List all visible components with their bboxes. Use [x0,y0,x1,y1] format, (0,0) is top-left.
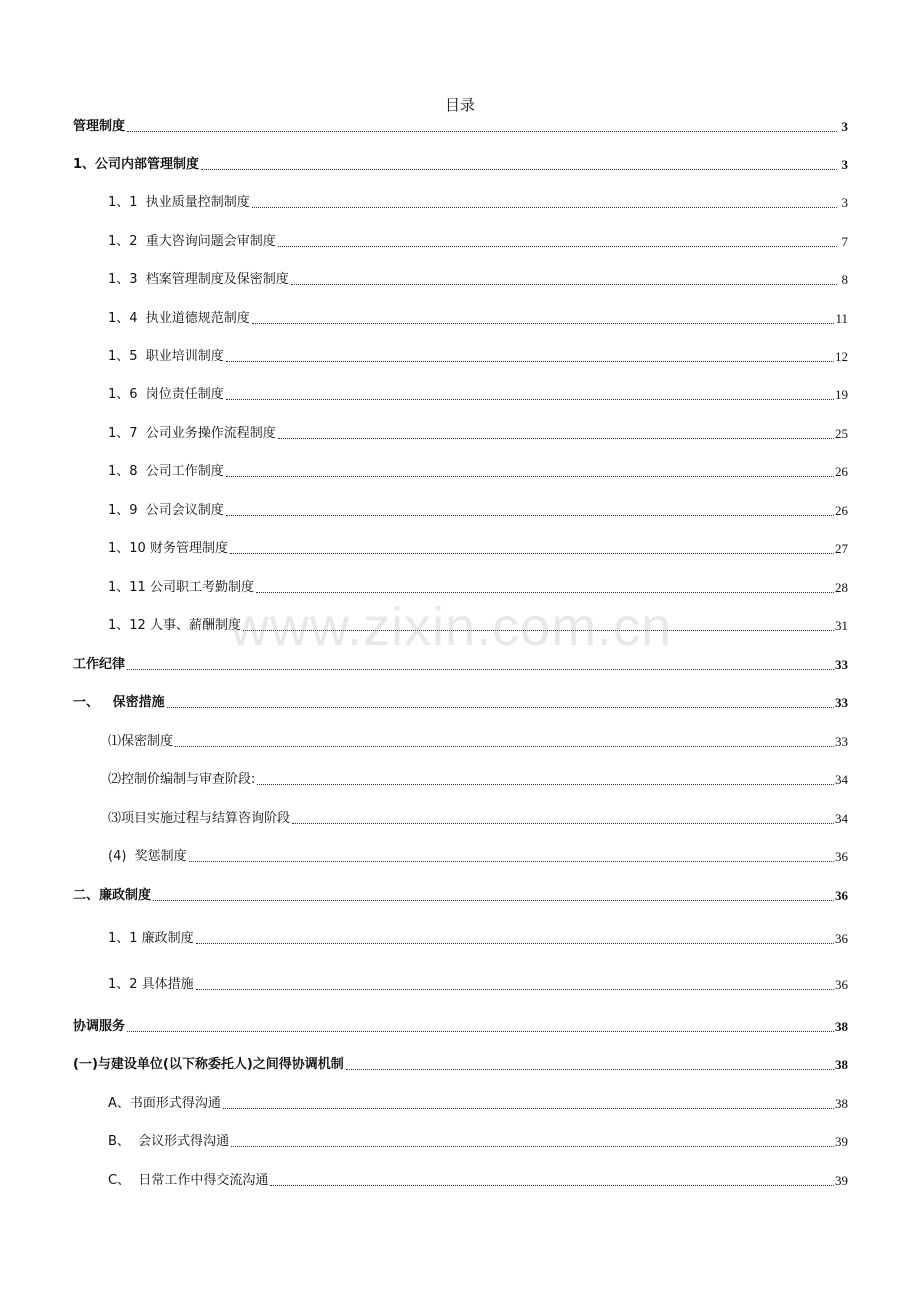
dot-leader [270,1185,834,1186]
dot-leader [127,131,837,132]
toc-entry-page: 19 [835,387,848,402]
dot-leader [257,784,834,785]
toc-entry-implementation[interactable] [108,807,848,827]
toc-entry-page: 11 [835,311,848,326]
watermark: www.zixin.com.cn [230,597,673,657]
toc-entry-page: 26 [835,503,848,518]
toc-entry-label: 1、公司内部管理制度 [73,157,200,172]
toc-entry-label: 1、12 人事、薪酬制度 [108,618,241,633]
toc-entry-page: 26 [835,464,848,479]
dot-leader [223,1108,834,1109]
toc-entry-1-7[interactable] [108,422,848,442]
toc-entry-1-5[interactable] [108,345,848,365]
dot-leader [231,1146,834,1147]
toc-entry-control-price[interactable] [108,768,848,788]
toc-entry-page: 36 [835,977,848,992]
toc-entry-meeting-communication[interactable] [108,1130,848,1150]
dot-leader [291,284,837,285]
toc-entry-1-4[interactable] [108,307,848,327]
toc-entry-page: 3 [841,195,848,210]
dot-leader [189,861,834,862]
toc-entry-label: 工作纪律 [73,657,126,672]
toc-entry-rewards[interactable] [108,845,848,865]
toc-entry-internal-management[interactable] [73,153,848,173]
toc-entry-label: B、 会议形式得沟通 [108,1134,230,1149]
toc-entry-1-2[interactable] [108,230,848,250]
toc-entry-page: 25 [835,426,848,441]
toc-entry-label: 1、4 执业道德规范制度 [108,311,250,326]
toc-entry-label: 1、1 廉政制度 [108,931,194,946]
dot-leader [127,669,834,670]
dot-leader [230,553,834,554]
toc-entry-confidentiality-system[interactable] [108,730,848,750]
toc-entry-label: 1、6 岗位责任制度 [108,387,224,402]
toc-entry-page: 36 [835,849,848,864]
toc-entry-1-11[interactable] [108,576,848,596]
toc-entry-integrity-system[interactable] [108,927,848,947]
toc-entry-page: 38 [835,1057,848,1072]
toc-entry-1-3[interactable] [108,268,848,288]
dot-leader [226,515,834,516]
toc-entry-1-8[interactable] [108,460,848,480]
toc-entry-label: 1、3 档案管理制度及保密制度 [108,272,289,287]
toc-entry-integrity[interactable] [73,884,848,904]
toc-entry-label: 1、11 公司职工考勤制度 [108,580,254,595]
dot-leader [167,707,834,708]
dot-leader [278,246,837,247]
toc-entry-label: ⑴保密制度 [108,734,174,749]
toc-entry-label: ⑵控制价编制与审查阶段: [108,772,256,787]
dot-leader [256,592,834,593]
dot-leader [346,1069,834,1070]
toc-entry-page: 36 [835,888,848,903]
toc-entry-page: 28 [835,580,848,595]
dot-leader [196,989,834,990]
dot-leader [292,823,834,824]
toc-entry-page: 39 [835,1173,848,1188]
toc-entry-page: 34 [835,772,848,787]
toc-entry-label: 二、廉政制度 [73,888,152,903]
toc-entry-label: (4) 奖惩制度 [108,849,187,864]
dot-leader [196,943,834,944]
toc-entry-page: 38 [835,1096,848,1111]
toc-entry-page: 3 [841,157,848,172]
toc-entry-label: C、 日常工作中得交流沟通 [108,1173,269,1188]
toc-entry-label: 1、2 具体措施 [108,977,194,992]
toc-entry-page: 36 [835,931,848,946]
dot-leader [226,399,834,400]
toc-entry-1-6[interactable] [108,383,848,403]
toc-entry-page: 12 [835,349,848,364]
toc-entry-confidentiality-measures[interactable] [73,691,848,711]
toc-entry-1-9[interactable] [108,499,848,519]
toc-entry-page: 34 [835,811,848,826]
toc-entry-label: 一、 保密措施 [73,695,165,710]
toc-entry-page: 3 [841,119,848,134]
toc-entry-label: 1、2 重大咨询问题会审制度 [108,234,276,249]
toc-entry-label: 1、10 财务管理制度 [108,541,228,556]
dot-leader [153,900,834,901]
toc-entry-label: 1、1 执业质量控制制度 [108,195,250,210]
toc-entry-label: 1、5 职业培训制度 [108,349,224,364]
toc-entry-page: 33 [835,734,848,749]
toc-entry-page: 7 [841,234,848,249]
toc-entry-label: 1、9 公司会议制度 [108,503,224,518]
toc-entry-label: ⑶项目实施过程与结算咨询阶段 [108,811,291,826]
toc-entry-client-coordination[interactable] [73,1053,848,1073]
dot-leader [252,323,835,324]
toc-entry-label: 协调服务 [73,1019,126,1034]
toc-entry-label: A、书面形式得沟通 [108,1096,221,1111]
toc-entry-label: (一)与建设单位(以下称委托人)之间得协调机制 [73,1057,344,1072]
toc-entry-page: 31 [835,618,848,633]
toc-entry-1-1[interactable] [108,191,848,211]
dot-leader [127,1031,834,1032]
toc-entry-1-10[interactable] [108,537,848,557]
toc-entry-daily-communication[interactable] [108,1169,848,1189]
toc-entry-page: 27 [835,541,848,556]
toc-entry-written-communication[interactable] [108,1092,848,1112]
toc-entry-label: 1、7 公司业务操作流程制度 [108,426,276,441]
toc-entry-page: 33 [835,695,848,710]
dot-leader [252,207,837,208]
toc-entry-page: 38 [835,1019,848,1034]
toc-entry-specific-measures[interactable] [108,973,848,993]
dot-leader [226,361,834,362]
dot-leader [175,746,834,747]
dot-leader [278,438,834,439]
toc-entry-page: 8 [841,272,848,287]
toc-entry-page: 39 [835,1134,848,1149]
toc-entry-coordination-service[interactable] [73,1015,848,1035]
dot-leader [226,476,834,477]
dot-leader [201,169,837,170]
toc-entry-management[interactable] [73,115,848,135]
toc-title: 目录 [444,96,475,114]
toc-entry-page: 33 [835,657,848,672]
toc-entry-label: 管理制度 [73,119,126,134]
toc-entry-label: 1、8 公司工作制度 [108,464,224,479]
